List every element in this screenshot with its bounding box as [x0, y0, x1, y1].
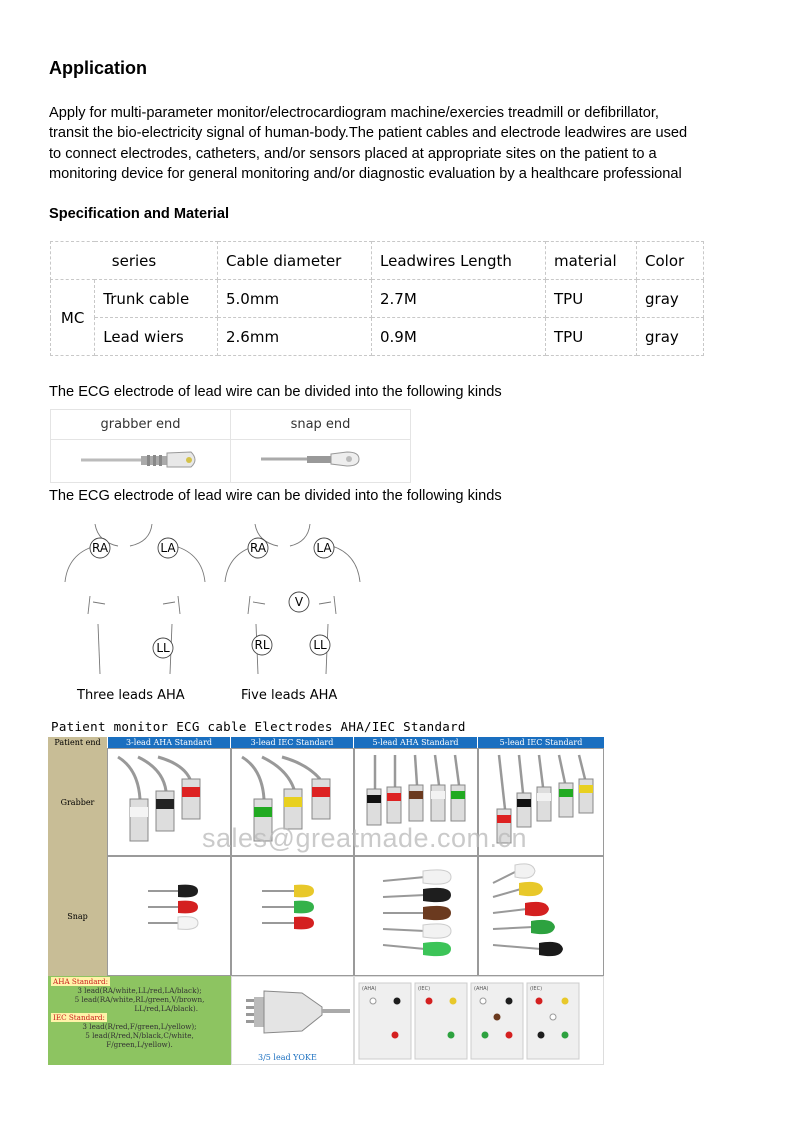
kinds-text-1: The ECG electrode of lead wire can be divided into the following kinds: [49, 384, 502, 400]
table-row: [51, 280, 704, 318]
snap-5-aha-picture: [355, 857, 477, 975]
snap-5-aha: [354, 856, 478, 976]
intro-line-1: Apply for multi-parameter monitor/electrocardiogram machine/exercies treadmill or defibrillator,: [49, 105, 659, 121]
spec-cell-diameter: 5.0mm: [218, 280, 372, 318]
spec-table: [50, 241, 704, 356]
label-la: LA: [316, 541, 332, 555]
spec-cell-material: TPU: [546, 318, 637, 356]
label-ra: RA: [91, 541, 109, 555]
spec-cell-color: gray: [637, 280, 704, 318]
snap-end-label: snap end: [231, 410, 411, 440]
five-leads-label: Five leads AHA: [241, 688, 338, 703]
intro-paragraph: [49, 103, 759, 185]
spec-title: Specification and Material: [49, 206, 230, 222]
header-patient-end: Patient end: [48, 737, 107, 748]
spec-cell-name: Trunk cable: [95, 280, 218, 318]
figure-title: Patient monitor ECG cable Electrodes AHA/IEC Standard: [51, 719, 466, 734]
label-ra: RA: [249, 541, 267, 555]
spec-cell-diameter: 2.6mm: [218, 318, 372, 356]
label-rl: RL: [254, 638, 270, 652]
label-ll: LL: [156, 641, 170, 655]
iec-title: IEC Standard:: [53, 1013, 105, 1022]
page-heading: Application: [49, 58, 147, 78]
aha-line-2: 5 lead(RA/white,RL/green,V/brown,: [74, 995, 205, 1004]
spec-cell-length: 0.9M: [372, 318, 546, 356]
yoke-cell: [231, 976, 354, 1065]
aha-line-3: LL/red,LA/black).: [134, 1004, 198, 1013]
spec-cell-material: TPU: [546, 280, 637, 318]
label-v: V: [294, 595, 304, 609]
spec-header-material: material: [546, 242, 637, 280]
spec-cell-color: gray: [637, 318, 704, 356]
yoke-label: 3/5 lead YOKE: [258, 1053, 317, 1062]
ecg-standard-figure: [48, 717, 604, 1065]
placement-diagrams: [354, 976, 604, 1065]
grabber-end-image: [51, 440, 231, 483]
mini-label-4: (IEC): [530, 986, 543, 992]
spec-header-series: series: [51, 242, 218, 280]
grabber-end-picture: [81, 444, 201, 474]
label-ll: LL: [313, 638, 327, 652]
iec-line-3: F/green,L/yellow).: [106, 1040, 173, 1049]
mini-label-1: (AHA): [362, 986, 377, 992]
iec-line-2: 5 lead(R/red,N/black,C/white,: [85, 1031, 194, 1040]
spec-cell-name: Lead wiers: [95, 318, 218, 356]
placement-mini-diagrams: [355, 977, 603, 1064]
spec-header-row: [51, 242, 704, 280]
snap-3-iec: [231, 856, 354, 976]
spec-header-diameter: Cable diameter: [218, 242, 372, 280]
row-label-grabber: Grabber: [48, 748, 107, 856]
three-leads-diagram: [60, 524, 210, 676]
header-3-lead-iec: 3-lead IEC Standard: [231, 737, 353, 748]
lead-ends-table: [50, 409, 411, 483]
snap-3-iec-picture: [232, 857, 353, 975]
snap-5-iec-picture: [479, 857, 603, 975]
mini-label-2: (IEC): [418, 986, 431, 992]
snap-3-aha-picture: [108, 857, 230, 975]
intro-line-4: monitoring device for general monitoring and/or diagnostic evaluation by a healthcare professional: [49, 166, 682, 183]
header-5-lead-aha: 5-lead AHA Standard: [354, 737, 477, 748]
spec-cell-length: 2.7M: [372, 280, 546, 318]
intro-line-3: to connect electrodes, catheters, and/or sensors placed at appropriate sites on the patient to a: [49, 145, 657, 162]
kinds-text-2: The ECG electrode of lead wire can be divided into the following kinds: [49, 488, 502, 504]
yoke-picture: [232, 977, 353, 1047]
table-row: [51, 318, 704, 356]
three-leads-label: Three leads AHA: [77, 688, 185, 703]
snap-end-image: [231, 440, 411, 483]
watermark-text: sales@greatmade.com.cn: [202, 823, 528, 853]
snap-3-aha: [107, 856, 231, 976]
intro-line-2: transit the bio-electricity signal of human-body.The patient cables and electrode leadwires are used: [49, 125, 688, 142]
label-la: LA: [160, 541, 176, 555]
aha-title: AHA Standard:: [53, 977, 109, 986]
snap-end-picture: [261, 444, 381, 474]
spec-header-color: Color: [637, 242, 704, 280]
mini-label-3: (AHA): [474, 986, 489, 992]
header-5-lead-iec: 5-lead IEC Standard: [478, 737, 604, 748]
aha-line-1: 3 lead(RA/white,LL/red,LA/black);: [77, 986, 202, 995]
five-leads-diagram: [220, 524, 365, 676]
row-label-snap: Snap: [48, 856, 107, 976]
spec-group-label: MC: [51, 280, 95, 356]
standard-legend: [48, 976, 231, 1065]
snap-5-iec: [478, 856, 604, 976]
spec-header-length: Leadwires Length: [372, 242, 546, 280]
header-3-lead-aha: 3-lead AHA Standard: [108, 737, 230, 748]
iec-line-1: 3 lead(R/red,F/green,L/yellow);: [82, 1022, 197, 1031]
grabber-end-label: grabber end: [51, 410, 231, 440]
